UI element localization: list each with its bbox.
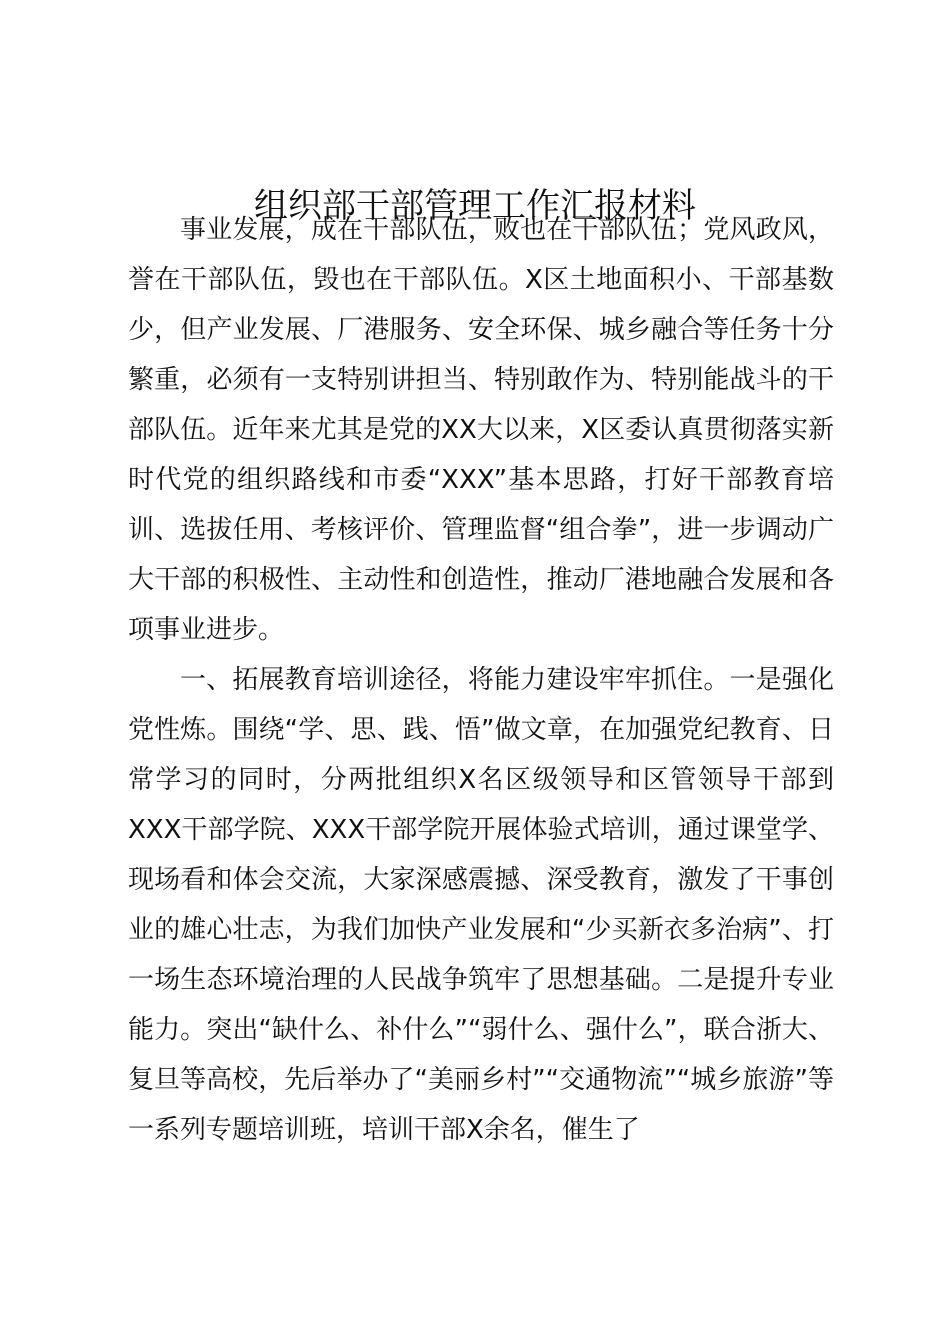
paragraph-section-one: 一、拓展教育培训途径，将能力建设牢牢抓住。一是强化党性炼。围绕“学、思、践、悟”做文章，在加强党纪教育、日常学习的同时，分两批组织X名区级领导和区管领导干部到XXX干部学院、XXX干部学院开展体验式培训，通过课堂学、现场看和体会交流，大家深感震撼、深受教育，激发了干事创业的雄心壮志，为我们加快产业发展和“少买新衣多治病”、打一场生态环境治理的人民战争筑牢了思想基础。二是提升专业能力。突出“缺什么、补什么”“弱什么、强什么”，联合浙大、复旦等高校，先后举办了“美丽乡村”“交通物流”“城乡旅游”等一系列专题培训班，培训干部X余名，催生了 — [128, 665, 834, 1145]
document-title: 组织部干部管理工作汇报材料 — [254, 186, 696, 226]
paragraph-intro: 事业发展，成在干部队伍，败也在干部队伍；党风政风，誉在干部队伍，毁也在干部队伍。X区土地面积小、干部基数少，但产业发展、厂港服务、安全环保、城乡融合等任务十分繁重，必须有一支特别讲担当、特别敢作为、特别能战斗的干部队伍。近年来尤其是党的XX大以来，X区委认真贯彻落实新时代党的组织路线和市委“XXX”基本思路，打好干部教育培训、选拔任用、考核评价、管理监督“组合拳”，进一步调动广大干部的积极性、主动性和创造性，推动厂港地融合发展和各项事业进步。 — [128, 215, 834, 645]
document-body — [128, 205, 834, 1155]
